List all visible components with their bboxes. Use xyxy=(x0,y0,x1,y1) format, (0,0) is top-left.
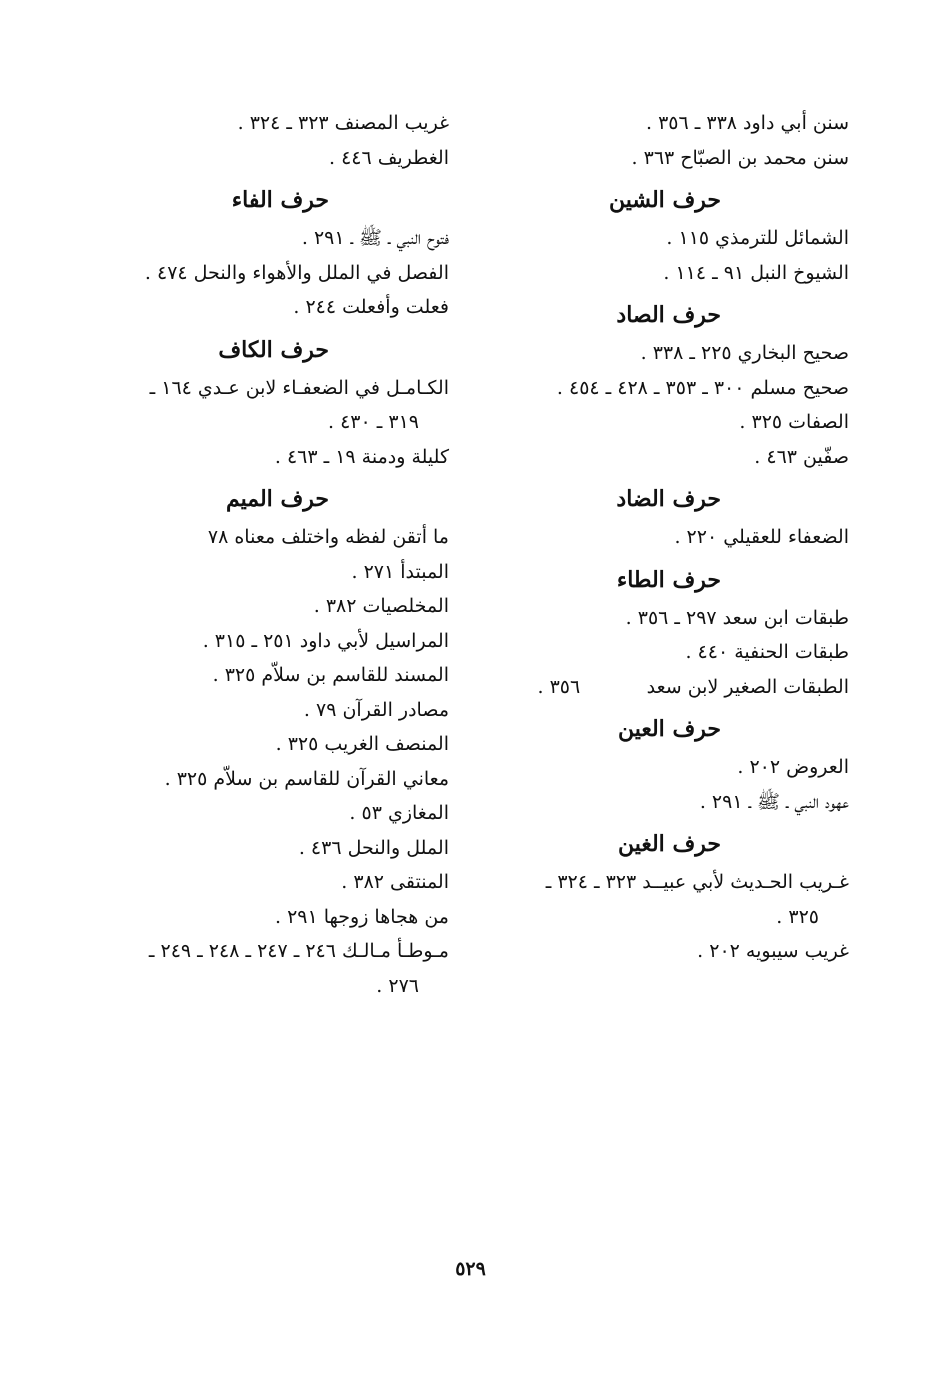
index-entry: الشيوخ النبل ٩١ ـ ١١٤ . xyxy=(663,261,849,284)
index-entry: مـوطـأ مـالـك ٢٤٦ ـ ٢٤٧ ـ ٢٤٨ ـ ٢٤٩ ـ xyxy=(148,940,449,962)
left-column xyxy=(89,106,449,1003)
index-entry: فعلت وأفعلت ٢٤٤ . xyxy=(293,296,449,318)
index-entry: سنن أبي داود ٣٣٨ ـ ٣٥٦ . xyxy=(645,112,849,134)
index-entry: غـريب الحـديث لأبي عبيــد ٣٢٣ ـ ٣٢٤ ـ xyxy=(545,871,849,893)
index-entry: مصادر القرآن ٧٩ . xyxy=(303,698,449,721)
index-entry: المبتدأ ٢٧١ . xyxy=(351,560,449,583)
index-entry: المراسيل لأبي داود ٢٥١ ـ ٣١٥ . xyxy=(202,629,449,652)
index-entry: المخلصيات ٣٨٢ . xyxy=(313,595,449,617)
index-entry: الطبقات الصغير لابن سعد ٣٥٦ . xyxy=(537,675,849,698)
index-entry: عهود النبي ـ ﷺ ـ ٢٩١ . xyxy=(699,790,849,813)
index-entry: صحيح مسلم ٣٠٠ ـ ٣٥٣ ـ ٤٢٨ ـ ٤٥٤ . xyxy=(556,376,849,399)
section-heading-saad: حرف الصاد xyxy=(616,302,721,328)
index-entry: غريب سيبويه ٢٠٢ . xyxy=(697,940,849,962)
index-entry: فتوح النبي ـ ﷺ ـ ٢٩١ . xyxy=(301,227,449,249)
index-entry: غريب المصنف ٣٢٣ ـ ٣٢٤ . xyxy=(237,112,449,134)
index-entry: الكـامـل في الضعفـاء لابن عـدي ١٦٤ ـ xyxy=(149,376,449,399)
section-heading-taa: حرف الطاء xyxy=(616,566,721,593)
index-entry: ما أتقن لفظه واختلف معناه ٧٨ xyxy=(207,526,449,548)
section-heading-ghain: حرف الغين xyxy=(617,831,721,857)
index-entry-continuation: ٢٧٦ . xyxy=(376,974,419,997)
index-entry: كليلة ودمنة ١٩ ـ ٤٦٣ . xyxy=(274,445,449,468)
index-entry: الضعفاء للعقيلي ٢٢٠ . xyxy=(674,526,849,548)
index-entry: الغطريف ٤٤٦ . xyxy=(328,146,449,169)
index-entry: المغازي ٥٣ . xyxy=(349,802,449,824)
right-column xyxy=(489,106,849,969)
index-entry: المنتقى ٣٨٢ . xyxy=(341,871,449,893)
index-entry: الفصل في الملل والأهواء والنحل ٤٧٤ . xyxy=(144,261,449,284)
index-entry: معاني القرآن للقاسم بن سلاّم ٣٢٥ . xyxy=(164,767,449,790)
index-entry: طبقات ابن سعد ٢٩٧ ـ ٣٥٦ . xyxy=(625,606,849,629)
section-heading-meem: حرف الميم xyxy=(225,486,329,512)
index-entry: سنن محمد بن الصبّاح ٣٦٣ . xyxy=(631,146,849,169)
page-number: ٥٢٩ xyxy=(455,1258,486,1280)
index-entry: الصفات ٣٢٥ . xyxy=(739,411,849,433)
index-entry: المسند للقاسم بن سلاّم ٣٢٥ . xyxy=(212,664,449,686)
index-entry: المنصف الغريب ٣٢٥ . xyxy=(275,733,449,755)
index-entry: طبقات الحنفية ٤٤٠ . xyxy=(685,641,849,663)
section-heading-sheen: حرف الشين xyxy=(608,187,721,213)
index-entry-continuation: ٣٢٥ . xyxy=(776,905,819,928)
index-entry: صحيح البخاري ٢٢٥ ـ ٣٣٨ . xyxy=(640,342,849,364)
section-heading-faa: حرف الفاء xyxy=(231,187,329,213)
index-entry: صفّين ٤٦٣ . xyxy=(754,445,849,468)
section-heading-kaaf: حرف الكاف xyxy=(218,336,329,363)
section-heading-ain: حرف العين xyxy=(617,716,721,742)
index-entry-continuation: ٣١٩ ـ ٤٣٠ . xyxy=(328,411,419,433)
index-entry: الشمائل للترمذي ١١٥ . xyxy=(666,227,849,249)
index-entry: من هجاها زوجها ٢٩١ . xyxy=(274,905,449,928)
index-entry: الملل والنحل ٤٣٦ . xyxy=(298,836,449,859)
section-heading-daad: حرف الضاد xyxy=(616,486,721,512)
index-entry: العروض ٢٠٢ . xyxy=(737,756,849,778)
